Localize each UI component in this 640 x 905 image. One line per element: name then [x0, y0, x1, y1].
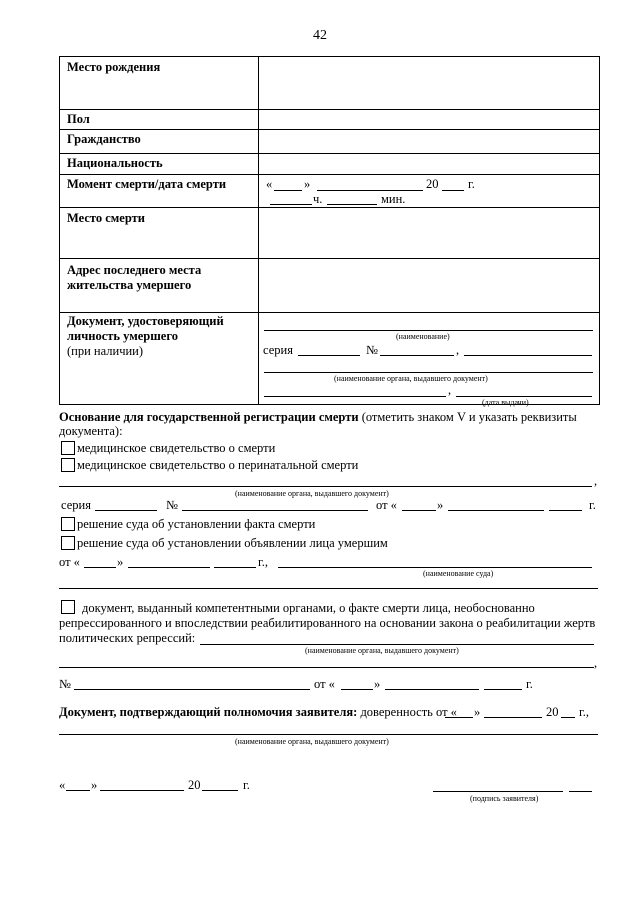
checkbox-court-fact[interactable] [61, 517, 75, 531]
death-hours-label: ч. [313, 192, 323, 206]
id-no-label: № [366, 343, 378, 357]
checkbox-court-declared[interactable] [61, 536, 75, 550]
option-perinatal-death: медицинское свидетельство о перинатальной смерти [77, 458, 359, 472]
basis-heading [59, 410, 577, 425]
citizenship-field[interactable] [259, 130, 600, 154]
id-issuer-caption: (наименование органа, выдавшего документ) [334, 374, 488, 383]
court-name-caption: (наименование суда) [423, 569, 494, 578]
option-medical-death: медицинское свидетельство о смерти [77, 441, 276, 455]
citizenship-label: Гражданство [67, 132, 141, 146]
death-day-close-quote: » [304, 177, 311, 191]
cert-close-quote: » [437, 498, 444, 512]
option-court-declared: решение суда об установлении объявлении лица умершим [77, 536, 388, 550]
id-comma: , [456, 343, 460, 357]
option-repressed-line3: политических репрессий: [59, 631, 196, 645]
footer-year-suffix: г. [243, 778, 250, 792]
id-doc-label-2: личность умершего [67, 329, 178, 343]
id-comma-2: , [448, 383, 452, 397]
death-place-field[interactable] [259, 208, 600, 259]
checkbox-repressed[interactable] [61, 600, 75, 614]
sex-field[interactable] [259, 110, 600, 130]
footer-year-prefix: 20 [188, 778, 201, 792]
death-moment-label: Момент смерти/дата смерти [67, 177, 227, 191]
page-number: 42 [313, 28, 327, 43]
signature-caption: (подпись заявителя) [470, 794, 539, 803]
death-day-open-quote: « [266, 177, 273, 191]
basis-heading-bold: Основание для государственной регистрации смерти [59, 410, 359, 424]
signature-line[interactable] [433, 791, 563, 792]
basis-heading-line2: документа): [59, 424, 123, 438]
repressed-close-quote: » [374, 677, 381, 691]
authority-line [59, 705, 457, 720]
sex-label: Пол [67, 112, 90, 126]
nationality-label: Национальность [67, 156, 163, 170]
basis-heading-rest: (отметить знаком V и указать реквизиты [361, 410, 577, 424]
cert-year-suffix: г. [589, 498, 596, 512]
id-series-label: серия [263, 343, 293, 357]
court-close-quote: » [117, 555, 124, 569]
issuer-caption-1: (наименование органа, выдавшего документ) [235, 489, 389, 498]
court-from-label: от « [59, 555, 80, 569]
authority-label: Документ, подтверждающий полномочия заявителя: [59, 705, 358, 719]
option-repressed-line2: репрессированного и впоследствии реабилитированного на основании закона о реабилитации жертв [59, 616, 596, 630]
birth-place-field[interactable] [259, 57, 600, 110]
option-court-fact: решение суда об установлении факта смерти [77, 517, 316, 531]
repressed-year-suffix: г. [526, 677, 533, 691]
authority-close-quote: » [474, 705, 481, 719]
id-issue-date-caption: (дата выдачи) [482, 398, 529, 407]
id-naming-caption: (наименование) [396, 332, 450, 341]
id-doc-field[interactable] [259, 313, 600, 405]
authority-text: доверенность от « [360, 705, 457, 719]
last-address-label-1: Адрес последнего места [67, 263, 202, 277]
death-record-table [59, 56, 600, 405]
issuer-comma-1: , [594, 474, 598, 488]
cert-series-label: серия [61, 498, 91, 512]
court-year-suffix: г., [258, 555, 268, 569]
cert-no-label: № [166, 498, 178, 512]
death-minutes-label: мин. [381, 192, 406, 206]
authority-year-suffix: г., [579, 705, 589, 719]
option-repressed-line1: документ, выданный компетентными органами, о факте смерти лица, необоснованно [82, 601, 535, 615]
death-year-suffix: г. [468, 177, 475, 191]
last-address-field[interactable] [259, 259, 600, 313]
id-doc-label-1: Документ, удостоверяющий [67, 314, 224, 328]
id-doc-label-3: (при наличии) [67, 344, 144, 358]
footer-close-quote: » [91, 778, 98, 792]
death-year-prefix: 20 [426, 177, 439, 191]
last-address-label-2: жительства умершего [67, 278, 192, 292]
repressed-from-label: от « [314, 677, 335, 691]
cert-from-label: от « [376, 498, 397, 512]
authority-year-prefix: 20 [546, 705, 559, 719]
nationality-field[interactable] [259, 154, 600, 175]
repressed-no-label: № [59, 677, 71, 691]
death-place-label: Место смерти [67, 211, 145, 225]
checkbox-perinatal-death[interactable] [61, 458, 75, 472]
authority-issuer-caption: (наименование органа, выдавшего документ) [235, 737, 389, 746]
issuer-caption-2: (наименование органа, выдавшего документ) [305, 646, 459, 655]
birth-place-label: Место рождения [67, 60, 161, 74]
footer-open-quote: « [59, 778, 66, 792]
issuer-comma-2: , [594, 656, 598, 670]
checkbox-medical-death[interactable] [61, 441, 75, 455]
